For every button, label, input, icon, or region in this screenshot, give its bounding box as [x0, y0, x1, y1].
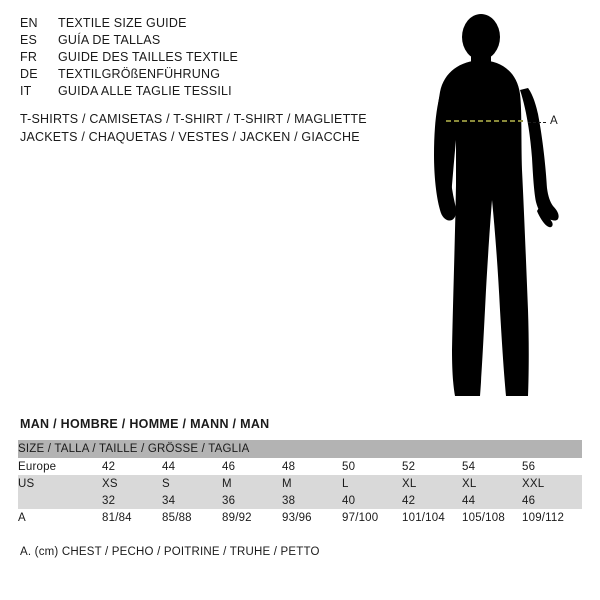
table-cell: 105/108: [462, 509, 522, 526]
measure-leader-line: [528, 122, 546, 123]
table-cell: 85/88: [162, 509, 222, 526]
table-cell: M: [222, 475, 282, 492]
table-cell: 40: [342, 492, 402, 509]
language-code: ES: [20, 33, 38, 47]
table-cell: 81/84: [102, 509, 162, 526]
table-cell: 52: [402, 458, 462, 475]
table-header-label: SIZE / TALLA / TAILLE / GRÖSSE / TAGLIA: [18, 440, 582, 458]
table-cell: XL: [462, 475, 522, 492]
table-cell: 44: [162, 458, 222, 475]
row-label: [18, 492, 102, 509]
language-list: [20, 16, 380, 101]
table-title: MAN / HOMBRE / HOMME / MANN / MAN: [20, 417, 270, 431]
table-cell: 46: [222, 458, 282, 475]
language-row: [20, 16, 380, 33]
language-code: DE: [20, 67, 38, 81]
table-cell: XXL: [522, 475, 582, 492]
row-label: Europe: [18, 458, 102, 475]
language-row: [20, 50, 380, 67]
table-header-row: [18, 440, 582, 458]
table-cell: S: [162, 475, 222, 492]
table-cell: XS: [102, 475, 162, 492]
garment-line-jackets: JACKETS / CHAQUETAS / VESTES / JACKEN / GIACCHE: [20, 130, 360, 144]
row-label: A: [18, 509, 102, 526]
table-cell: 89/92: [222, 509, 282, 526]
figure-illustration: [400, 10, 600, 410]
table-cell: 48: [282, 458, 342, 475]
language-row: [20, 84, 380, 101]
table-cell: M: [282, 475, 342, 492]
footnote: A. (cm) CHEST / PECHO / POITRINE / TRUHE / PETTO: [20, 546, 320, 558]
language-code: IT: [20, 84, 32, 98]
row-label: US: [18, 475, 102, 492]
table-cell: 54: [462, 458, 522, 475]
table-cell: 38: [282, 492, 342, 509]
garment-line-tshirts: T-SHIRTS / CAMISETAS / T-SHIRT / T-SHIRT / MAGLIETTE: [20, 112, 367, 126]
table-cell: 42: [402, 492, 462, 509]
language-row: [20, 33, 380, 50]
table-cell: 34: [162, 492, 222, 509]
size-table: [18, 440, 582, 526]
table-cell: 101/104: [402, 509, 462, 526]
table-row: [18, 458, 582, 475]
table-cell: 93/96: [282, 509, 342, 526]
language-code: FR: [20, 50, 38, 64]
table-cell: L: [342, 475, 402, 492]
language-code: EN: [20, 16, 38, 30]
language-title: TEXTILE SIZE GUIDE: [58, 16, 187, 30]
language-title: GUIDE DES TAILLES TEXTILE: [58, 50, 239, 64]
measure-label-a: A: [550, 115, 558, 127]
table-cell: 109/112: [522, 509, 582, 526]
male-silhouette-icon: [400, 10, 600, 410]
language-title: GUÍA DE TALLAS: [58, 33, 161, 47]
table-row: [18, 509, 582, 526]
table-cell: 42: [102, 458, 162, 475]
language-title: GUIDA ALLE TAGLIE TESSILI: [58, 84, 232, 98]
table-row: [18, 475, 582, 492]
table-cell: 97/100: [342, 509, 402, 526]
language-row: [20, 67, 380, 84]
table-cell: 50: [342, 458, 402, 475]
garment-list: [20, 110, 420, 146]
language-title: TEXTILGRÖßENFÜHRUNG: [58, 67, 221, 81]
table-cell: 46: [522, 492, 582, 509]
table-cell: 44: [462, 492, 522, 509]
table-cell: XL: [402, 475, 462, 492]
table-cell: 32: [102, 492, 162, 509]
table-cell: 36: [222, 492, 282, 509]
table-row: [18, 492, 582, 509]
table-cell: 56: [522, 458, 582, 475]
